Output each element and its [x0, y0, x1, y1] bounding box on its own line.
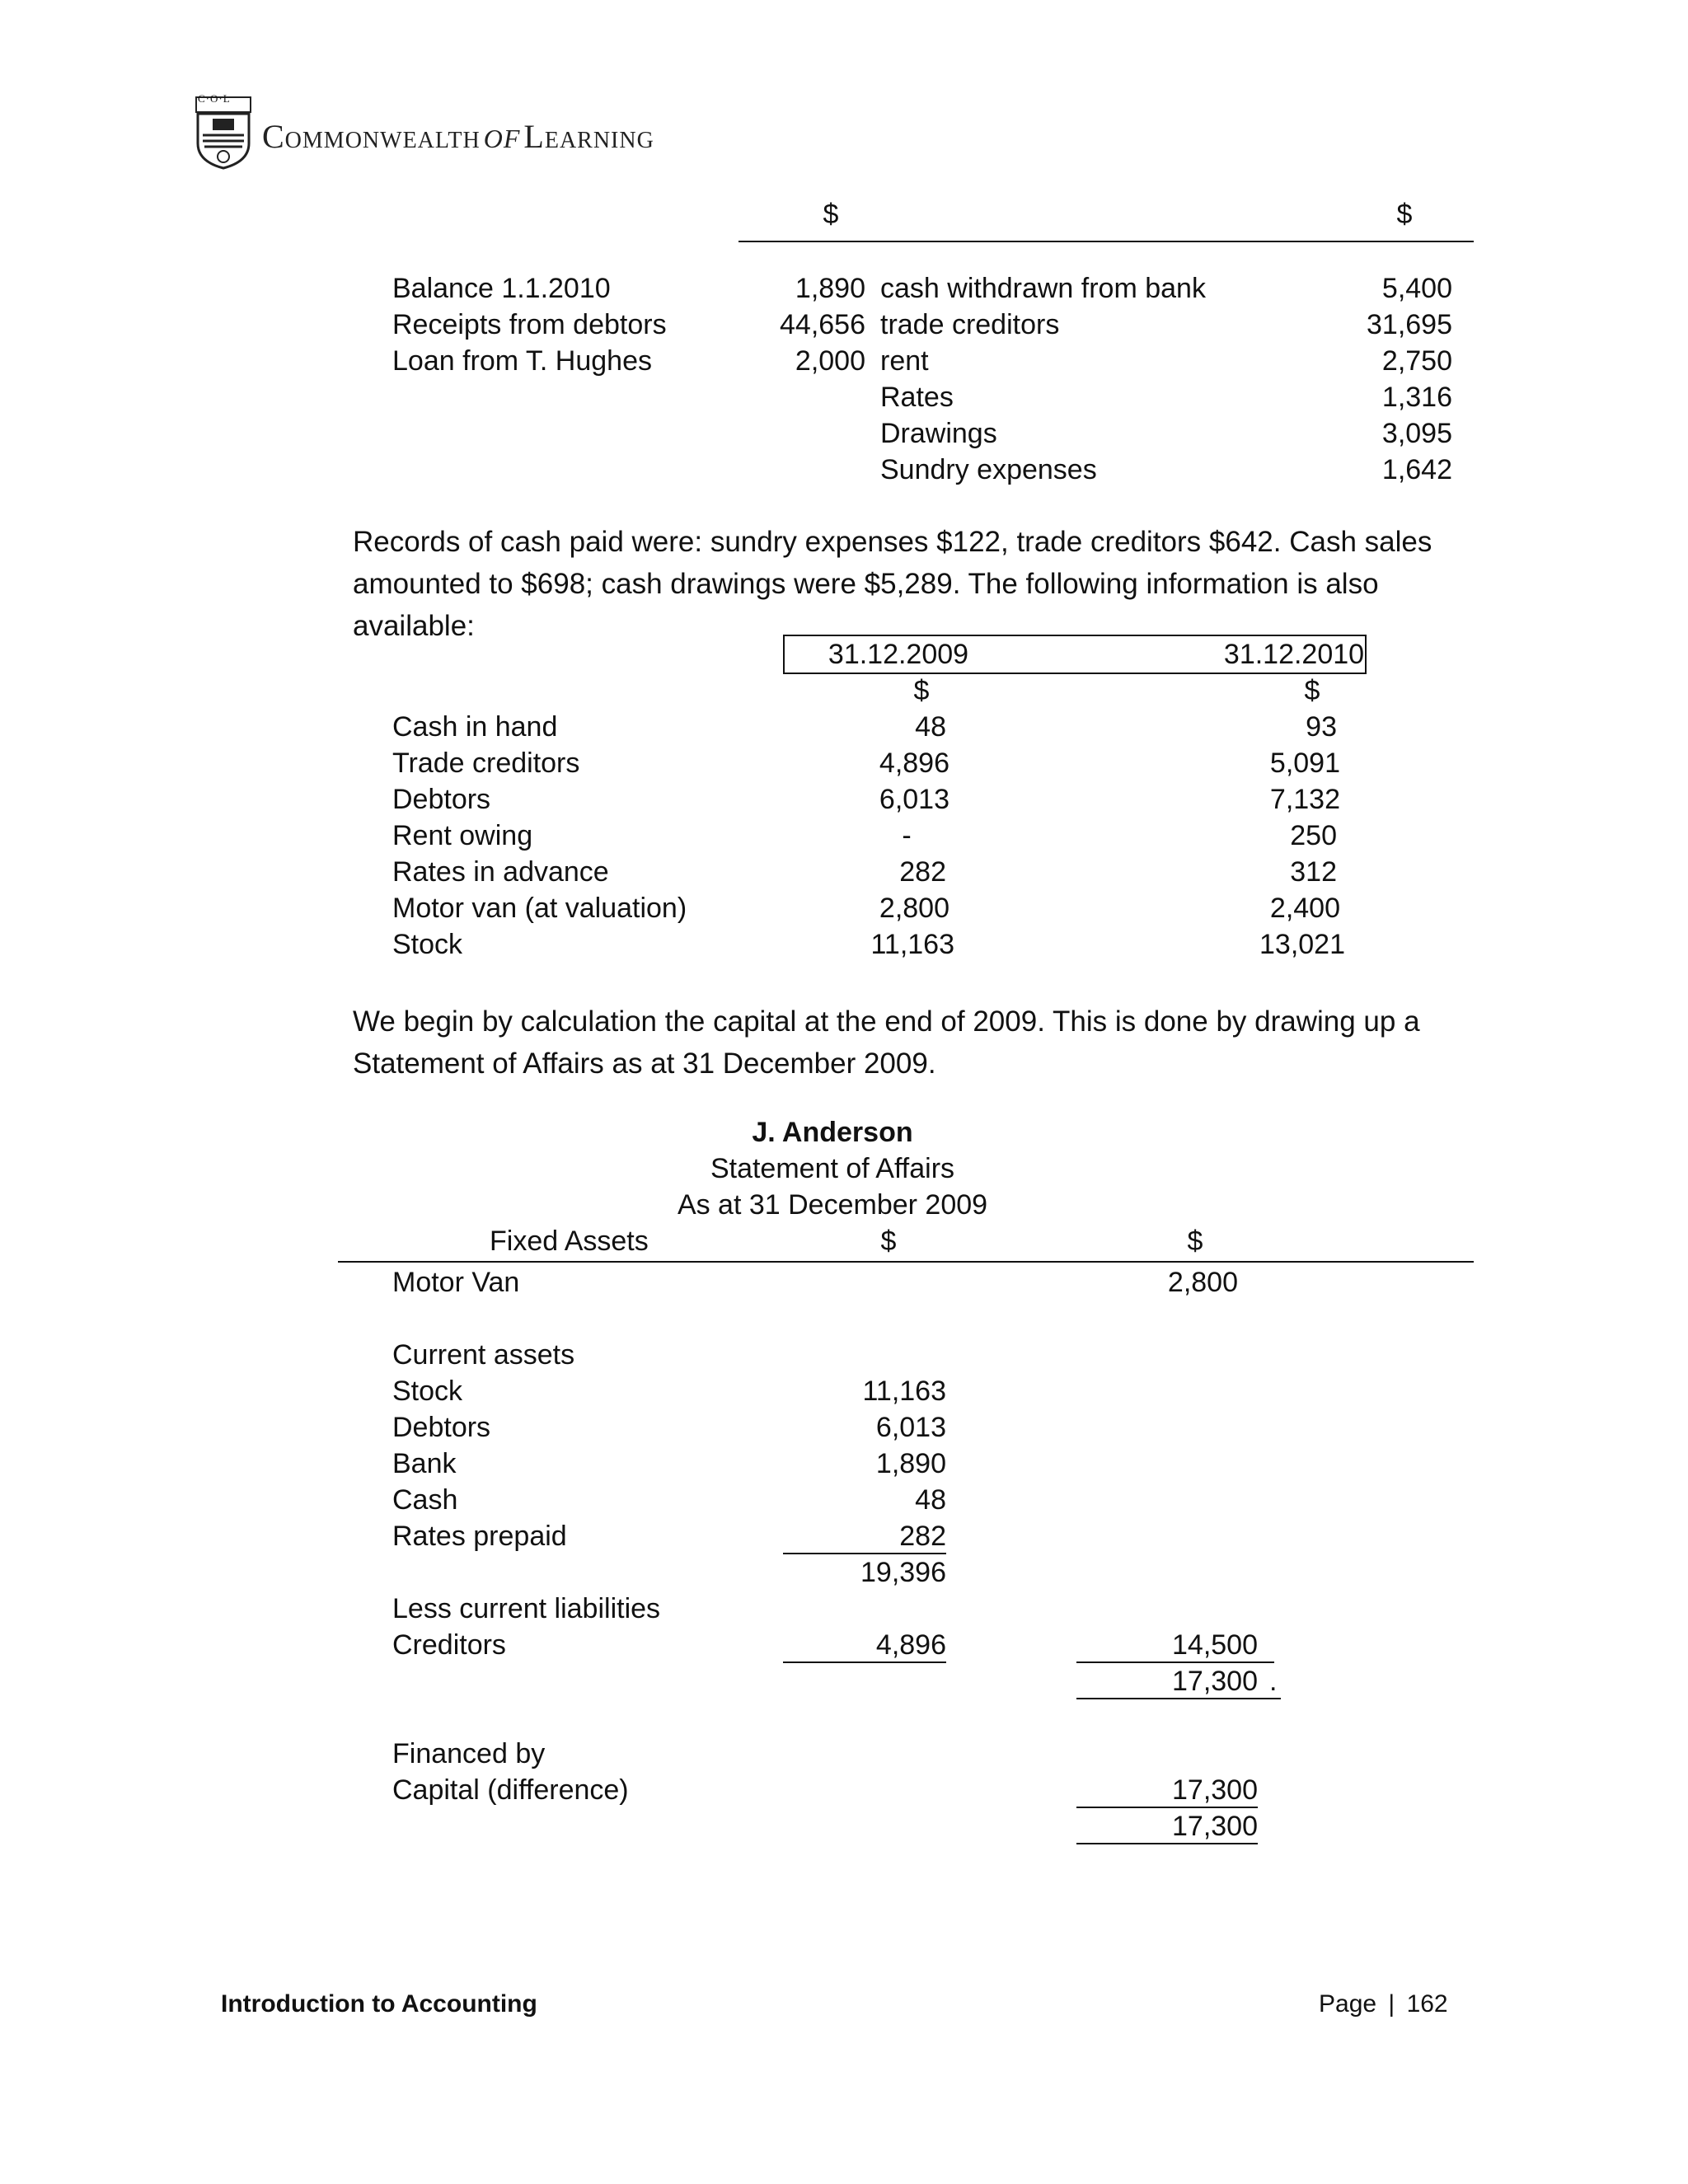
statement-name: J. Anderson [752, 1117, 913, 1148]
financed-by-heading: Financed by [392, 1738, 546, 1769]
creditors-rule [783, 1661, 946, 1663]
cashbook-right-amount: 1,316 [1381, 382, 1452, 413]
info-row-2010: 93 [1306, 711, 1337, 743]
info-row-label: Stock [392, 929, 463, 960]
footer-page-info [1319, 1986, 1448, 2022]
info-row-label: Rates in advance [392, 856, 609, 888]
logo-badge: C·O·L [198, 92, 231, 105]
liabilities-heading: Less current liabilities [392, 1593, 661, 1624]
statement-currency-mid: $ [880, 1226, 897, 1257]
info-row-label: Cash in hand [392, 711, 558, 743]
fixed-assets-heading: Fixed Assets [490, 1226, 649, 1257]
current-asset-label: Cash [392, 1484, 458, 1516]
cashbook-right-label: Drawings [880, 418, 997, 449]
current-asset-amount: 6,013 [875, 1412, 946, 1443]
paragraph-intro-statement: We begin by calculation the capital at the end of 2009. This is done by drawing up a Statement of Affairs as at 31 December 2009. [353, 1005, 1420, 1080]
info-row-2009: 282 [899, 856, 946, 888]
current-asset-label: Bank [392, 1448, 457, 1479]
current-asset-amount: 11,163 [862, 1376, 946, 1407]
logo-name [262, 115, 654, 157]
logo [195, 92, 656, 170]
cashbook-right-amount: 2,750 [1381, 345, 1452, 377]
info-row-2009: 4,896 [879, 748, 950, 779]
info-row-label: Rent owing [392, 820, 533, 851]
statement-title: Statement of Affairs [710, 1153, 955, 1184]
current-asset-amount: 282 [899, 1521, 946, 1552]
footer-page-number: 162 [1406, 1990, 1448, 2018]
statement-currency-right: $ [1187, 1226, 1203, 1257]
info-row-2009: 2,800 [879, 893, 950, 924]
current-asset-label: Stock [392, 1376, 463, 1407]
cashbook-right-amount: 3,095 [1381, 418, 1452, 449]
info-col2-currency: $ [1304, 675, 1320, 706]
info-row-2010: 13,021 [1259, 929, 1345, 960]
info-col1-currency: $ [913, 675, 930, 706]
current-assets-heading: Current assets [392, 1339, 575, 1371]
working-capital: 14,500 [1172, 1629, 1258, 1661]
info-row-2010: 5,091 [1269, 748, 1340, 779]
cashbook-currency-right: $ [1396, 199, 1413, 230]
cashbook-left-label: Balance 1.1.2010 [392, 273, 611, 304]
cashbook-right-amount: 31,695 [1367, 309, 1452, 340]
net-assets: 17,300 [1172, 1666, 1258, 1697]
cashbook-left-amount: 1,890 [795, 273, 865, 304]
footer-page-label: Page [1319, 1990, 1377, 2018]
paragraph-cash-records: Records of cash paid were: sundry expenses $122, trade creditors $642. Cash sales amounted to $698; cash drawings were $5,289. The following information is also available: [353, 526, 1432, 642]
current-asset-amount: 48 [915, 1484, 946, 1516]
motor-van-label: Motor Van [392, 1267, 520, 1298]
cashbook-right-label: Rates [880, 382, 954, 413]
logo-text-b: Learning [523, 118, 654, 155]
net-assets-rule [1076, 1698, 1281, 1699]
cashbook-right-amount: 1,642 [1381, 454, 1452, 485]
info-row-2009: 6,013 [879, 784, 950, 815]
logo-text-of: of [483, 114, 521, 156]
statement-header-rule [338, 1261, 1474, 1263]
capital-label: Capital (difference) [392, 1774, 629, 1806]
statement-date: As at 31 December 2009 [677, 1189, 988, 1221]
cashbook-currency-left: $ [823, 199, 839, 230]
info-col2-header: 31.12.2010 [1223, 639, 1365, 670]
info-row-2009: 48 [915, 711, 946, 743]
info-row-2010: 312 [1290, 856, 1337, 888]
info-row-label: Motor van (at valuation) [392, 893, 687, 924]
capital-total-rule [1076, 1843, 1258, 1844]
info-row-2009: 11,163 [870, 929, 954, 960]
current-asset-label: Rates prepaid [392, 1521, 567, 1552]
cashbook-left-label: Loan from T. Hughes [392, 345, 652, 377]
info-row-label: Trade creditors [392, 748, 580, 779]
cashbook-left-amount: 2,000 [795, 345, 865, 377]
footer-book-title: Introduction to Accounting [221, 1990, 537, 2018]
current-asset-label: Debtors [392, 1412, 491, 1443]
logo-text-a: Commonwealth [262, 118, 481, 155]
cashbook-header-rule [738, 241, 1474, 242]
creditors-label: Creditors [392, 1629, 506, 1661]
current-assets-total: 19,396 [860, 1557, 946, 1588]
creditors-amount: 4,896 [875, 1629, 946, 1661]
info-row-label: Debtors [392, 784, 491, 815]
motor-van-value: 2,800 [1167, 1267, 1238, 1298]
capital-total: 17,300 [1172, 1811, 1258, 1842]
info-row-2010: 7,132 [1269, 784, 1340, 815]
cashbook-right-amount: 5,400 [1381, 273, 1452, 304]
info-col1-header: 31.12.2009 [828, 639, 969, 670]
info-row-2010: 250 [1290, 820, 1337, 851]
net-assets-dot: . [1269, 1666, 1278, 1697]
capital-value: 17,300 [1172, 1774, 1258, 1806]
cashbook-right-label: cash withdrawn from bank [880, 273, 1206, 304]
current-asset-amount: 1,890 [875, 1448, 946, 1479]
cashbook-left-amount: 44,656 [780, 309, 865, 340]
cashbook-right-label: rent [880, 345, 929, 377]
footer-separator: | [1388, 1990, 1395, 2018]
info-row-2010: 2,400 [1269, 893, 1340, 924]
info-row-2009: - [902, 820, 912, 851]
cashbook-right-label: trade creditors [880, 309, 1060, 340]
cashbook-right-label: Sundry expenses [880, 454, 1097, 485]
cashbook-left-label: Receipts from debtors [392, 309, 667, 340]
